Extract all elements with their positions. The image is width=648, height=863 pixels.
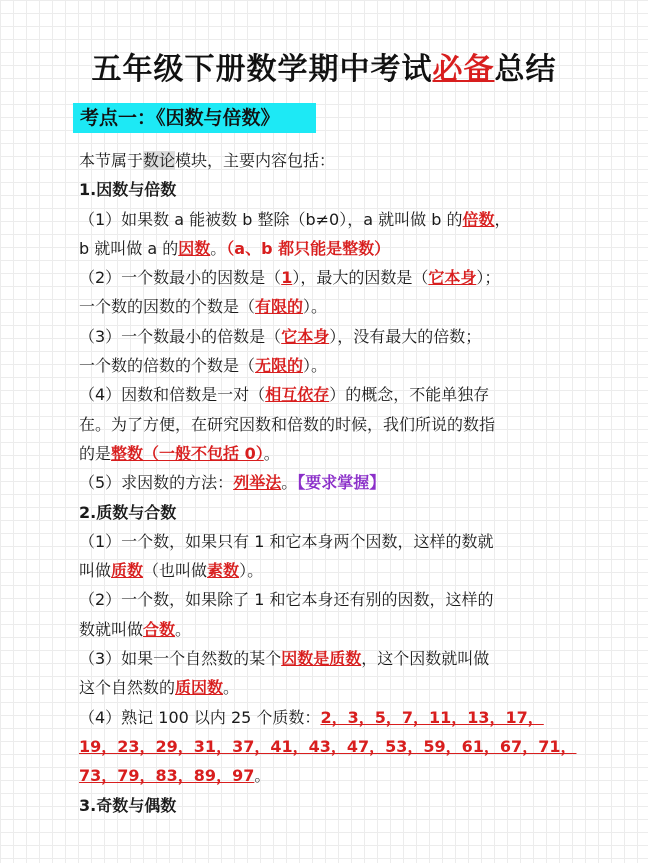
note: （a、b 都只能是整数） [226,238,391,258]
text: （4）因数和倍数是一对（ [79,385,266,405]
text: ）。 [239,561,264,581]
s2-line-9 [79,761,579,790]
text: ， [494,209,511,229]
text: 。 [281,473,298,493]
text: （也叫做 [143,561,208,581]
text: 一个数的倍数的个数是（ [79,356,256,376]
s1-line-2 [79,234,579,263]
section-label: 考点一：《因数与倍数》 [80,107,280,129]
s1-line-6 [79,351,579,380]
page-title [0,50,648,90]
title-highlight: 必备 [432,52,495,87]
text: 。 [263,443,280,463]
s2-line-1: （1）一个数，如果只有 1 和它本身两个因数，这样的数就 [79,531,494,551]
s1-line-10 [79,468,579,497]
key-term: 无限的 [255,356,304,376]
s2-line-7 [79,703,579,732]
s1-line-8: 在。为了方便，在研究因数和倍数的时候，我们所说的数指 [79,414,496,434]
prime-list: 2，3，5，7，11，13，17， [320,707,544,727]
text: （1）如果数 a 能被数 b 整除（b≠0），a 就叫做 b 的 [79,209,463,229]
intro-line [79,146,579,175]
text: 。 [223,678,240,698]
text: ）； [476,268,501,288]
s1-line-1 [79,205,579,234]
text: 。 [254,766,271,786]
text: 这个自然数的 [79,678,176,698]
text: （5）求因数的方法： [79,473,234,493]
text: 数就叫做 [79,619,144,639]
prime-list: 73，79，83，89，97 [79,766,255,786]
requirement-tag: 【要求掌握】 [297,473,386,493]
text: 的是 [79,443,112,463]
s2-line-4 [79,615,579,644]
heading-odd-even: 3.奇数与偶数 [79,795,177,815]
text: （4）熟记 100 以内 25 个质数： [79,707,321,727]
s2-line-2 [79,556,579,585]
s2-line-8: 19，23，29，31，37，41，43，47，53，59，61，67，71， [79,736,577,756]
text: ），没有最大的倍数； [329,326,482,346]
text: （3）一个数最小的倍数是（ [79,326,282,346]
key-term: 质数 [111,561,144,581]
key-term: 1 [281,268,293,288]
title-part2: 总结 [494,52,557,87]
key-term: 列举法 [233,473,282,493]
text: ）。 [303,297,328,317]
intro-term: 数论 [143,151,176,170]
content-body [79,146,579,820]
key-term: 有限的 [255,297,304,317]
s2-line-3: （2）一个数，如果除了 1 和它本身还有别的因数，这样的 [79,590,494,610]
key-term: 它本身 [281,326,330,346]
text: 叫做 [79,561,112,581]
key-term: 倍数 [462,209,495,229]
s1-line-5 [79,322,579,351]
text: （2）一个数最小的因数是（ [79,268,282,288]
key-term: 因数是质数 [281,649,362,669]
key-term: 合数 [143,619,176,639]
title-part1: 五年级下册数学期中考试 [91,52,433,87]
s1-line-9 [79,439,579,468]
s2-line-6 [79,673,579,702]
key-term: 它本身 [428,268,477,288]
text: ），最大的因数是（ [292,268,429,288]
text: 。 [210,238,227,258]
text: （3）如果一个自然数的某个 [79,649,282,669]
key-term: 相互依存 [265,385,330,405]
key-term: 因数 [178,238,211,258]
text: 。 [175,619,192,639]
intro-text-end: 模块，主要内容包括： [175,151,336,170]
key-term: 质因数 [175,678,224,698]
key-term: 素数 [207,561,240,581]
text: 一个数的因数的个数是（ [79,297,256,317]
s1-line-7 [79,380,579,409]
heading-prime-composite: 2.质数与合数 [79,502,177,522]
text: ，这个因数就叫做 [361,649,490,669]
text: ）。 [303,356,328,376]
s1-line-4 [79,292,579,321]
intro-text: 本节属于 [79,151,144,170]
s2-line-5 [79,644,579,673]
text: ）的概念，不能单独存 [329,385,490,405]
key-term: 整数（一般不包括 0） [111,443,264,463]
s1-line-3 [79,263,579,292]
heading-factors-multiples: 1.因数与倍数 [79,180,177,200]
text: b 就叫做 a 的 [79,238,179,258]
